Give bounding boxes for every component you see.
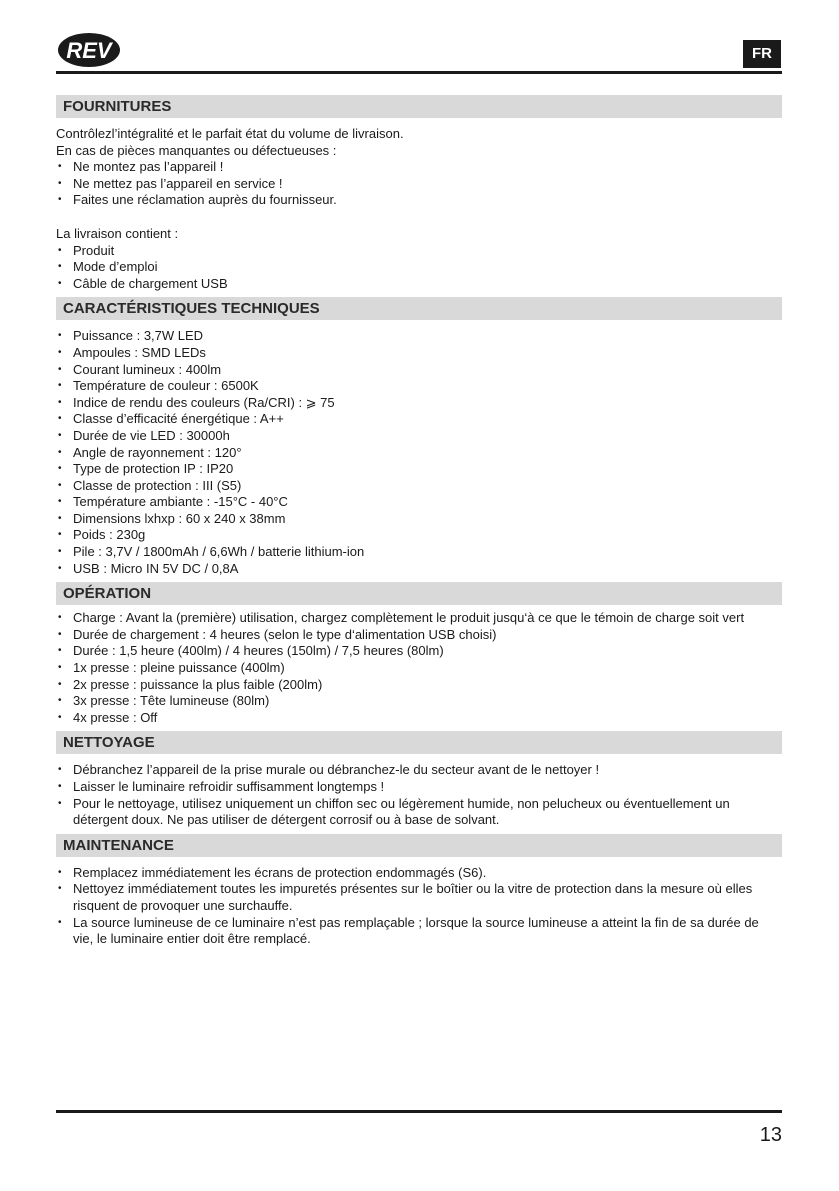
list-item: • Température de couleur : 6500K — [56, 378, 782, 395]
list-item: • Courant lumineux : 400lm — [56, 362, 782, 379]
list-item: • Produit — [56, 243, 782, 260]
list-item: • La source lumineuse de ce luminaire n’est pas remplaçable ; lorsque la source lumineuse a atteint la fin de sa durée de vie, le luminaire entier doit être remplacé. — [56, 915, 782, 948]
section-title-nettoyage: NETTOYAGE — [56, 731, 782, 754]
list-item: • Ne montez pas l’appareil ! — [56, 159, 782, 176]
list-item: • Nettoyez immédiatement toutes les impuretés présentes sur le boîtier ou la vitre de protection dans la mesure où elles risquent de provoquer une surchauffe. — [56, 881, 782, 914]
list-item: • Câble de chargement USB — [56, 276, 782, 293]
list-item: • 4x presse : Off — [56, 710, 782, 727]
section-title-maintenance: MAINTENANCE — [56, 834, 782, 857]
list-item: • Remplacez immédiatement les écrans de protection endommagés (S6). — [56, 865, 782, 882]
fournitures-intro-2: En cas de pièces manquantes ou défectueuses : — [56, 142, 337, 158]
maintenance-list — [56, 865, 782, 948]
list-item: • Charge : Avant la (première) utilisation, chargez complètement le produit jusqu‘à ce que le témoin de charge soit vert — [56, 610, 782, 627]
nettoyage-list — [56, 762, 782, 828]
page-number: 13 — [759, 1124, 782, 1146]
list-item: • 2x presse : puissance la plus faible (200lm) — [56, 677, 782, 694]
specs-list — [56, 328, 782, 577]
list-item: • Dimensions lxhxp : 60 x 240 x 38mm — [56, 511, 782, 528]
list-item: • Pile : 3,7V / 1800mAh / 6,6Wh / batterie lithium-ion — [56, 544, 782, 561]
brand-text: REV — [66, 38, 112, 63]
list-item: • Débranchez l’appareil de la prise murale ou débranchez-le du secteur avant de le nettoyer ! — [56, 762, 782, 779]
list-item: • Pour le nettoyage, utilisez uniquement un chiffon sec ou légèrement humide, non pelucheux ou éventuellement un détergent doux. Ne pas utiliser de détergent corrosif ou à base de solvant. — [56, 796, 782, 829]
contents-label: La livraison contient : — [56, 225, 179, 241]
rev-logo — [56, 30, 124, 70]
list-item: • Ampoules : SMD LEDs — [56, 345, 782, 362]
operation-list — [56, 610, 782, 726]
list-item: • Durée de vie LED : 30000h — [56, 428, 782, 445]
contents-list — [56, 243, 782, 293]
list-item: • Type de protection IP : IP20 — [56, 461, 782, 478]
list-item: • Température ambiante : -15°C - 40°C — [56, 494, 782, 511]
list-item: • Ne mettez pas l’appareil en service ! — [56, 176, 782, 193]
list-item: • Angle de rayonnement : 120° — [56, 445, 782, 462]
section-title-caracteristiques: CARACTÉRISTIQUES TECHNIQUES — [56, 297, 782, 320]
list-item: • 3x presse : Tête lumineuse (80lm) — [56, 693, 782, 710]
list-item: • Indice de rendu des couleurs (Ra/CRI) : ⩾ 75 — [56, 395, 782, 412]
list-item: • Faites une réclamation auprès du fournisseur. — [56, 192, 782, 209]
list-item: • Durée : 1,5 heure (400lm) / 4 heures (150lm) / 7,5 heures (80lm) — [56, 643, 782, 660]
list-item: • Laisser le luminaire refroidir suffisamment longtemps ! — [56, 779, 782, 796]
fournitures-intro-1: Contrôlezl’intégralité et le parfait état du volume de livraison. — [56, 126, 404, 141]
top-divider — [56, 71, 782, 74]
bottom-divider — [56, 1110, 782, 1113]
list-item: • Poids : 230g — [56, 527, 782, 544]
section-title-fournitures: FOURNITURES — [56, 95, 782, 118]
list-item: • Durée de chargement : 4 heures (selon le type d‘alimentation USB choisi) — [56, 627, 782, 644]
list-item: • Classe de protection : III (S5) — [56, 478, 782, 495]
language-badge: FR — [743, 40, 781, 68]
list-item: • 1x presse : pleine puissance (400lm) — [56, 660, 782, 677]
fournitures-warning-list — [56, 159, 782, 209]
list-item: • USB : Micro IN 5V DC / 0,8A — [56, 561, 782, 578]
list-item: • Classe d’efficacité énergétique : A++ — [56, 411, 782, 428]
page-content — [56, 95, 782, 948]
list-item: • Puissance : 3,7W LED — [56, 328, 782, 345]
list-item: • Mode d’emploi — [56, 259, 782, 276]
section-title-operation: OPÉRATION — [56, 582, 782, 605]
